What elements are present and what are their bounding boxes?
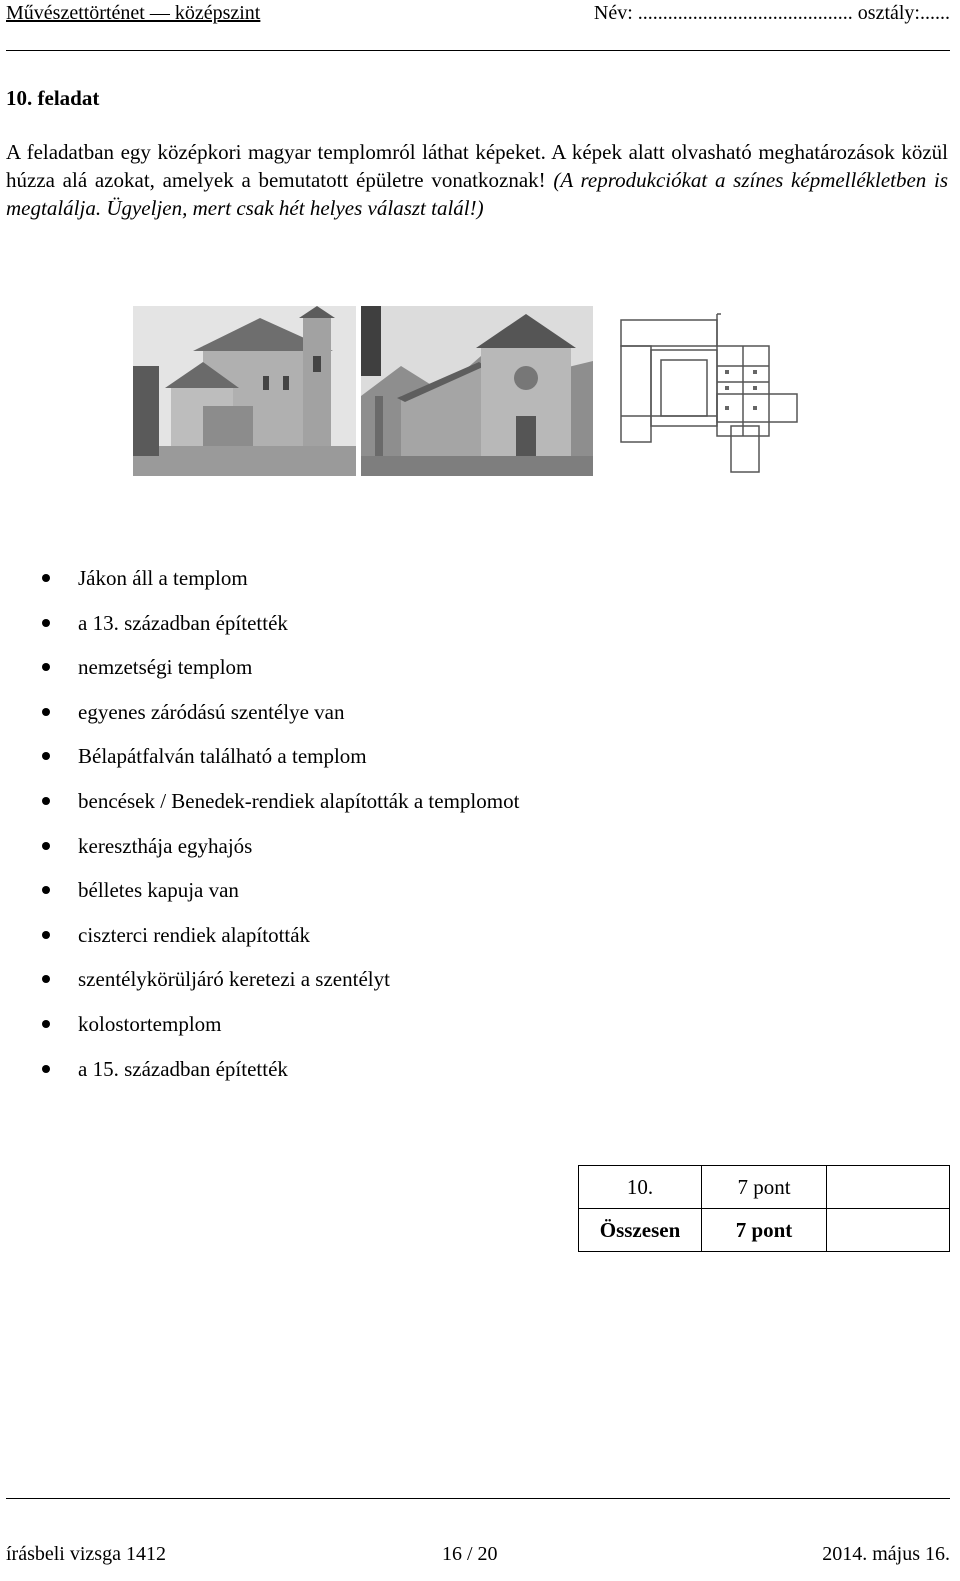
statement-list bbox=[40, 560, 519, 1095]
score-max-points: 7 pont bbox=[702, 1166, 827, 1209]
statement-item[interactable] bbox=[40, 560, 519, 605]
bullet-icon bbox=[42, 619, 50, 627]
statement-text: bélletes kapuja van bbox=[78, 878, 239, 903]
statement-text: kereszthája egyhajós bbox=[78, 833, 253, 858]
statement-text: bencések / Benedek-rendiek alapították a templomot bbox=[78, 788, 520, 813]
statement-text: ciszterci rendiek alapították bbox=[78, 922, 311, 947]
statement-item[interactable] bbox=[40, 961, 519, 1006]
bullet-icon bbox=[42, 752, 50, 760]
task-title: 10. feladat bbox=[6, 86, 100, 110]
bullet-icon bbox=[42, 663, 50, 671]
bullet-icon bbox=[42, 1020, 50, 1028]
exam-id: írásbeli vizsga 1412 bbox=[6, 1543, 166, 1565]
church-photo-2 bbox=[361, 306, 593, 476]
statement-item[interactable] bbox=[40, 1051, 519, 1096]
bullet-icon bbox=[42, 574, 50, 582]
score-row-task bbox=[579, 1166, 950, 1209]
bullet-icon bbox=[42, 931, 50, 939]
statement-item[interactable] bbox=[40, 828, 519, 873]
bullet-icon bbox=[42, 1065, 50, 1073]
score-total-label: Összesen bbox=[579, 1209, 702, 1252]
statement-text: a 13. században építették bbox=[78, 610, 288, 635]
statement-text: szentélykörüljáró keretezi a szentélyt bbox=[78, 967, 390, 992]
score-earned-field[interactable] bbox=[827, 1166, 950, 1209]
statement-text: kolostortemplom bbox=[78, 1011, 222, 1036]
score-total-points: 7 pont bbox=[702, 1209, 827, 1252]
statement-text: Jákon áll a templom bbox=[78, 566, 248, 590]
instruction-text: A feladatban egy középkori magyar templomról láthat képeket. A képek alatt olvasható meghatározások közül húzza alá azokat, amelyek a bemutatott épületre vonatkoznak! bbox=[6, 140, 948, 192]
instruction-note: (A reprodukciókat a színes képmellékletben is megtalálja. Ügyeljen, mert csak hét helyes választ talál!) bbox=[6, 168, 949, 220]
score-row-total bbox=[579, 1209, 950, 1252]
church-photo-1 bbox=[133, 306, 356, 476]
name-class-field: Név: ........................................... osztály:...... bbox=[593, 2, 950, 24]
exam-date: 2014. május 16. bbox=[822, 1543, 950, 1565]
statement-item[interactable] bbox=[40, 738, 519, 783]
statement-text: nemzetségi templom bbox=[78, 655, 253, 680]
subject-title: Művészettörténet — középszint bbox=[6, 2, 261, 24]
statement-item[interactable] bbox=[40, 694, 519, 739]
statement-item[interactable] bbox=[40, 917, 519, 962]
church-images bbox=[133, 306, 813, 478]
task-instructions bbox=[6, 138, 948, 222]
bullet-icon bbox=[42, 708, 50, 716]
bullet-icon bbox=[42, 797, 50, 805]
bullet-icon bbox=[42, 886, 50, 894]
page-header bbox=[6, 0, 950, 51]
statement-item[interactable] bbox=[40, 872, 519, 917]
church-floor-plan bbox=[613, 306, 813, 476]
statement-item[interactable] bbox=[40, 649, 519, 694]
page-footer bbox=[6, 1498, 950, 1579]
bullet-icon bbox=[42, 842, 50, 850]
statement-item[interactable] bbox=[40, 605, 519, 650]
score-total-earned-field[interactable] bbox=[827, 1209, 950, 1252]
statement-text: a 15. században építették bbox=[78, 1056, 288, 1081]
bullet-icon bbox=[42, 975, 50, 983]
statement-item[interactable] bbox=[40, 783, 519, 828]
statement-text: egyenes záródású szentélye van bbox=[78, 699, 345, 724]
score-table bbox=[578, 1165, 950, 1252]
score-task-number: 10. bbox=[579, 1166, 702, 1209]
page-number: 16 / 20 bbox=[442, 1543, 498, 1565]
statement-item[interactable] bbox=[40, 1006, 519, 1051]
statement-text: Bélapátfalván található a templom bbox=[78, 744, 367, 769]
